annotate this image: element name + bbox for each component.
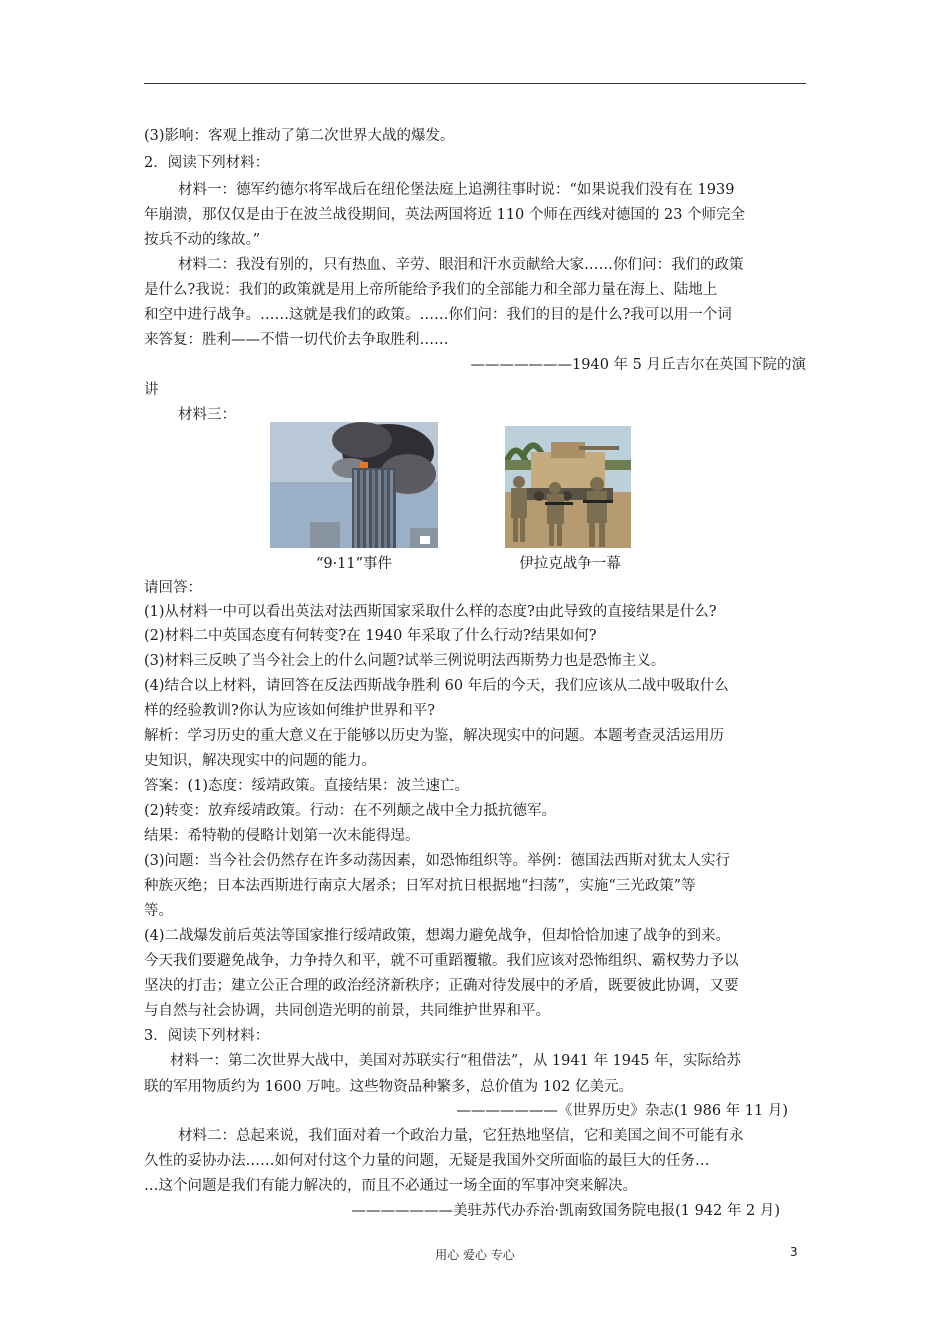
text-line: 种族灭绝；日本法西斯进行南京大屠杀；日军对抗日根据地“扫荡”，实施“三光政策”等 [144,878,696,894]
question-heading: 2．阅读下列材料： [144,155,270,171]
text-line: 来答复：胜利——不惜一切代价去争取胜利…… [144,332,449,348]
text-line: 与自然与社会协调，共同创造光明的前景，共同维护世界和平。 [144,1003,550,1019]
answer-line: (2)转变：放弃绥靖政策。行动：在不列颠之战中全力抵抗德军。 [144,803,557,819]
text-line: 按兵不动的缘故。” [144,232,261,248]
question-item: (4)结合以上材料，请回答在反法西斯战争胜利 60 年后的今天，我们应该从二战中吸取什么 [144,678,729,694]
text-line: 久性的妥协办法……如何对付这个力量的问题，无疑是我国外交所面临的最巨大的任务… [144,1153,710,1169]
text-line: 材料一：第二次世界大战中，美国对苏联实行“租借法”，从 1941 年 1945 年，实际给苏 [170,1053,742,1069]
answer-line: (3)问题：当今社会仍然存在许多动荡因素，如恐怖组织等。举例：德国法西斯对犹太人实行 [144,853,731,869]
iraq-war-photo [505,426,631,548]
image-caption: 伊拉克战争一幕 [519,556,621,572]
attribution-line: ———————《世界历史》杂志(1 986 年 11 月) [456,1103,788,1119]
text-line: 请回答： [144,580,202,596]
question-item: (1)从材料一中可以看出英法对法西斯国家采取什么样的态度?由此导致的直接结果是什么? [144,604,717,620]
attribution-line: ———————美驻苏代办乔治·凯南致国务院电报(1 942 年 2 月) [351,1203,780,1219]
text-line: 讲 [144,382,159,398]
answer-line: (4)二战爆发前后英法等国家推行绥靖政策，想竭力避免战争，但却恰恰加速了战争的到来。 [144,928,731,944]
text-line: 联的军用物质约为 1600 万吨。这些物资品种繁多，总价值为 102 亿美元。 [144,1079,634,1095]
text-line: 材料一：德军约德尔将军战后在纽伦堡法庭上追溯往事时说：“如果说我们没有在 1939 [178,182,735,198]
image-caption: “9·11”事件 [315,556,393,572]
header-rule [144,83,806,84]
text-line: 今天我们要避免战争，力争持久和平，就不可重蹈覆辙。我们应该对恐怖组织、霸权势力予以 [144,953,739,969]
question-heading: 3．阅读下列材料： [144,1028,270,1044]
text-line: 史知识，解决现实中的问题的能力。 [144,753,376,769]
text-line: 等。 [144,903,173,919]
question-item: (3)材料三反映了当今社会上的什么问题?试举三例说明法西斯势力也是恐怖主义。 [144,653,666,669]
page-footer: 用心 爱心 专心 [435,1248,515,1262]
text-line: 材料二：我没有别的，只有热血、辛劳、眼泪和汗水贡献给大家……你们问：我们的政策 [178,257,744,273]
answer-line: 结果：希特勒的侵略计划第一次未能得逞。 [144,828,420,844]
text-line: 年崩溃，那仅仅是由于在波兰战役期间，英法两国将近 110 个师在西线对德国的 23 个师完全 [144,207,746,223]
text-line: 样的经验教训?你认为应该如何维护世界和平? [144,703,436,719]
text-line: 材料二：总起来说，我们面对着一个政治力量，它狂热地坚信，它和美国之间不可能有永 [178,1128,744,1144]
wtc-photo [270,422,438,548]
question-item: (2)材料二中英国态度有何转变?在 1940 年采取了什么行动?结果如何? [144,628,597,644]
text-line: 坚决的打击；建立公正合理的政治经济新秩序；正确对待发展中的矛盾，既要彼此协调，又要 [144,978,739,994]
attribution-line: ———————1940 年 5 月丘吉尔在英国下院的演 [470,357,806,373]
answer-line: 答案：(1)态度：绥靖政策。直接结果：波兰速亡。 [144,778,470,794]
text-line: (3)影响：客观上推动了第二次世界大战的爆发。 [144,128,455,144]
text-line: …这个问题是我们有能力解决的，而且不必通过一场全面的军事冲突来解决。 [144,1178,637,1194]
material-label: 材料三： [178,407,236,423]
text-line: 和空中进行战争。……这就是我们的政策。……你们问：我们的目的是什么?我可以用一个词 [144,307,732,323]
page-number: 3 [790,1245,798,1259]
text-line: 是什么?我说：我们的政策就是用上帝所能给予我们的全部能力和全部力量在海上、陆地上 [144,282,718,298]
analysis-line: 解析：学习历史的重大意义在于能够以历史为鉴，解决现实中的问题。本题考查灵活运用历 [144,728,724,744]
